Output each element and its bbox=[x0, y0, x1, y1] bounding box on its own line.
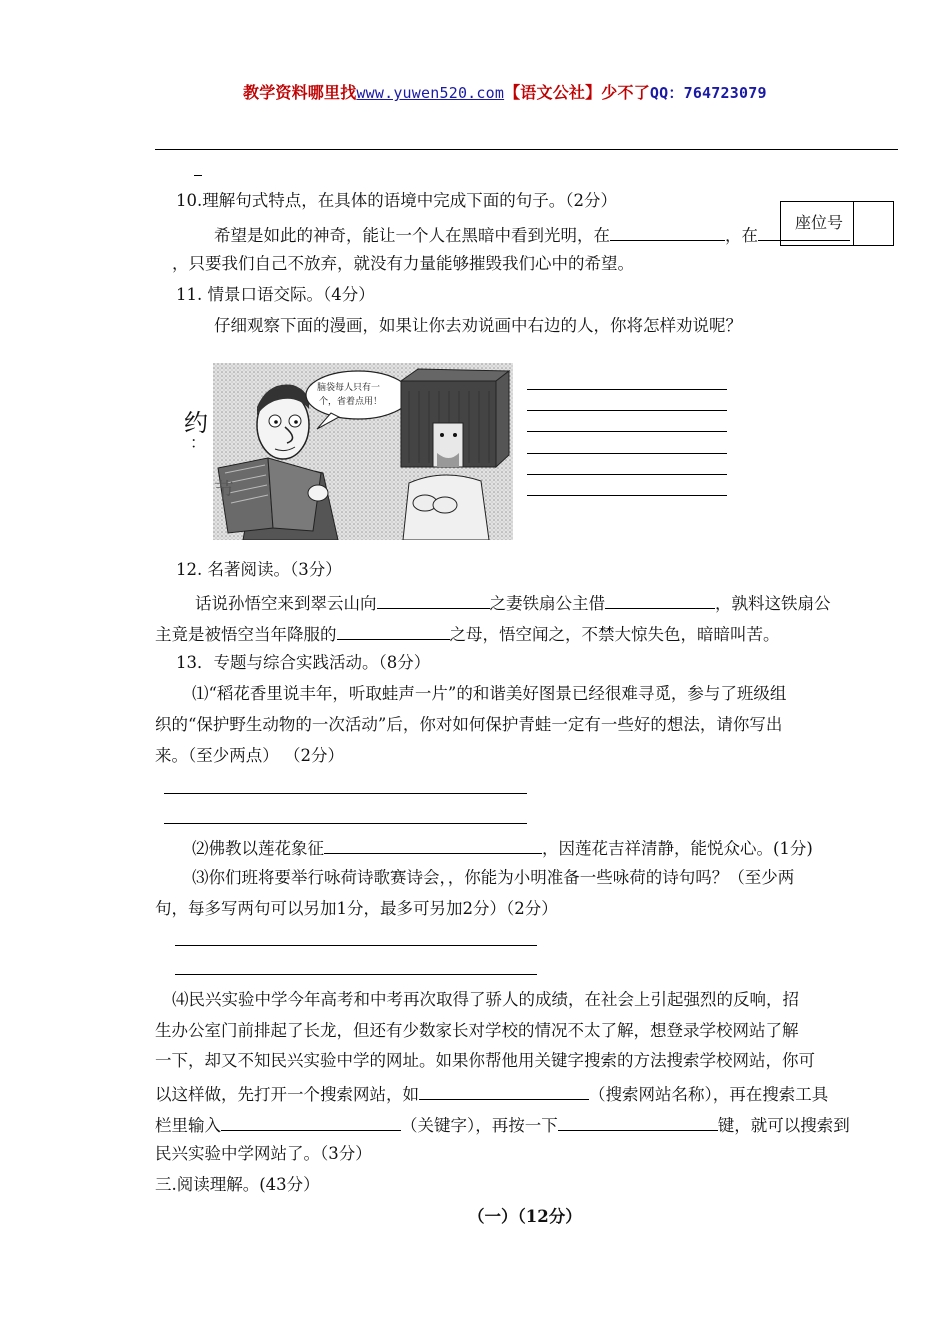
q10-blank-1[interactable] bbox=[610, 222, 725, 241]
q12-line1-text-a: 话说孙悟空来到翠云山向 bbox=[195, 594, 377, 613]
q13-p2-text-b: ，因莲花吉祥清静，能悦众心。(1分) bbox=[542, 839, 813, 858]
q12-line1-text-b: 之妻铁扇公主借 bbox=[489, 594, 605, 613]
q10-blank-2[interactable] bbox=[758, 222, 850, 241]
q12-line1 bbox=[195, 590, 831, 615]
q10-line1 bbox=[214, 222, 850, 247]
q11-answer-line-2[interactable] bbox=[527, 410, 727, 411]
q11-answer-line-6[interactable] bbox=[527, 495, 727, 496]
q11-side-char-2: 节 bbox=[214, 478, 234, 502]
q13-p4-line5-text-a: 栏里输入 bbox=[155, 1116, 221, 1135]
q13-p1-line3: 来。（至少两点） （2分） bbox=[155, 746, 344, 765]
header-qq-number: 764723079 bbox=[683, 84, 767, 102]
header-rule bbox=[155, 149, 898, 150]
q13-p4-line4-text-b: （搜索网站名称），再在搜索工具 bbox=[589, 1085, 829, 1104]
q11-answer-line-3[interactable] bbox=[527, 431, 727, 432]
q12-blank-2[interactable] bbox=[605, 590, 715, 609]
q12-line2 bbox=[155, 621, 780, 646]
q12-blank-3[interactable] bbox=[337, 621, 450, 640]
q13-p4-blank-keyword[interactable] bbox=[221, 1112, 401, 1131]
q13-p4-line4-text-a: 以这样做，先打开一个搜索网站，如 bbox=[155, 1085, 419, 1104]
bubble-text-line1: 脑袋每人只有一 bbox=[317, 383, 381, 393]
q12-line2-text-a: 主竟是被悟空当年降服的 bbox=[155, 625, 337, 644]
q13-p1-answer-line-2[interactable] bbox=[164, 823, 527, 824]
q13-p4-blank-search-site[interactable] bbox=[419, 1081, 589, 1100]
q10-line1-text-b: ，在 bbox=[725, 226, 758, 245]
bubble-text-line2: 个，省着点用！ bbox=[319, 397, 383, 407]
section3-title: 三.阅读理解。(43分） bbox=[155, 1175, 320, 1194]
q13-p4-line3: 一下，却又不知民兴实验中学的网址。如果你帮他用关键字搜索的方法搜索学校网站，你可 bbox=[155, 1051, 815, 1070]
q13-p4-line5-text-c: 键，就可以搜索到 bbox=[717, 1116, 850, 1135]
seat-number-label: 座位号 bbox=[795, 213, 844, 232]
q11-title: 11. 情景口语交际。（4分） bbox=[176, 285, 375, 304]
header-brand: 【语文公社】少不了 bbox=[504, 83, 650, 102]
q13-p3-line2: 句，每多写两句可以另加1分，最多可另加2分）（2分） bbox=[155, 899, 558, 918]
q11-answer-line-4[interactable] bbox=[527, 453, 727, 454]
q11-side-mark-1: ： bbox=[190, 433, 207, 452]
q13-p4-blank-key[interactable] bbox=[558, 1112, 718, 1131]
page-header bbox=[243, 80, 767, 103]
q13-p2 bbox=[192, 835, 813, 860]
q13-p3-line1: ⑶你们班将要举行咏荷诗歌赛诗会，，你能为小明准备一些咏荷的诗句吗？（至少两 bbox=[192, 868, 795, 887]
q13-p2-blank[interactable] bbox=[324, 835, 542, 854]
q13-p4-line4 bbox=[155, 1081, 828, 1106]
q13-p4-line5 bbox=[155, 1112, 850, 1137]
q13-p3-answer-line-2[interactable] bbox=[175, 974, 537, 975]
q12-title: 12. 名著阅读。（3分） bbox=[176, 560, 342, 579]
q13-p1-answer-line-1[interactable] bbox=[164, 793, 527, 794]
q13-p4-line1: ⑷民兴实验中学今年高考和中考再次取得了骄人的成绩，在社会上引起强烈的反响，招 bbox=[172, 990, 799, 1009]
q13-p4-line2: 生办公室门前排起了长龙，但还有少数家长对学校的情况不太了解，想登录学校网站了解 bbox=[155, 1021, 799, 1040]
q11-answer-line-5[interactable] bbox=[527, 474, 727, 475]
q13-p4-line6: 民兴实验中学网站了。（3分） bbox=[155, 1144, 372, 1163]
q13-p1-line2: 织的“保护野生动物的一次活动”后，你对如何保护青蛙一定有一些好的想法，请你写出 bbox=[155, 715, 783, 734]
q13-p3-answer-line-1[interactable] bbox=[175, 945, 537, 946]
q13-p1-line1: ⑴“稻花香里说丰年，听取蛙声一片”的和谐美好图景已经很难寻觅，参与了班级组 bbox=[192, 684, 787, 703]
seat-number-divider bbox=[853, 202, 854, 245]
q10-line2: ，只要我们自己不放弃，就没有力量能够摧毁我们心中的希望。 bbox=[172, 254, 634, 273]
header-dash bbox=[194, 175, 202, 176]
q12-line1-text-c: ，孰料这铁扇公 bbox=[715, 594, 831, 613]
cartoon-svg bbox=[213, 363, 513, 540]
cartoon-illustration bbox=[213, 363, 513, 540]
q10-line1-text-a: 希望是如此的神奇，能让一个人在黑暗中看到光明，在 bbox=[214, 226, 610, 245]
q13-p4-line5-text-b: （关键字），再按一下 bbox=[401, 1116, 558, 1135]
q13-p2-text-a: ⑵佛教以莲花象征 bbox=[192, 839, 324, 858]
q13-title: 13．专题与综合实践活动。（8分） bbox=[176, 653, 431, 672]
q12-blank-1[interactable] bbox=[377, 590, 490, 609]
q11-side-char-1: 约 bbox=[184, 409, 208, 437]
q12-line2-text-b: 之母，悟空闻之，不禁大惊失色，暗暗叫苦。 bbox=[449, 625, 780, 644]
q11-answer-line-1[interactable] bbox=[527, 389, 727, 390]
q10-title: 10.理解句式特点，在具体的语境中完成下面的句子。（2分） bbox=[176, 191, 617, 210]
header-url-link[interactable]: www.yuwen520.com bbox=[356, 84, 505, 102]
header-prefix: 教学资料哪里找 bbox=[243, 83, 357, 102]
section3-subtitle: （一）（12分） bbox=[468, 1207, 582, 1226]
q11-prompt: 仔细观察下面的漫画，如果让你去劝说画中右边的人，你将怎样劝说呢？ bbox=[214, 316, 742, 335]
header-qq-label: QQ： bbox=[649, 84, 684, 102]
